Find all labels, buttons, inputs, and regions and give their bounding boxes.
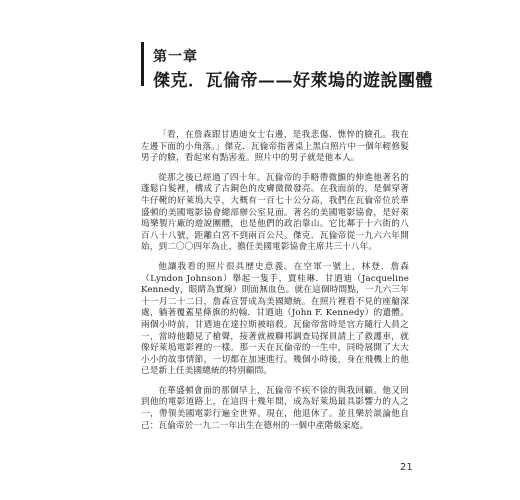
paragraph: 從那之後已經過了四十年。瓦倫帝的手略帶微顫的伸進他著名的蓬鬆白髮裡，構成了古銅色的皮膚微微發亮。在我面前的，是個穿著牛仔靴的好萊塢大亨，大概有一百七十公分高，我們在瓦倫帝位於華盛頓的美國電影協會總部辦公室見面。著名的美國電影協會，是好萊塢樂製片廠的遊說團體，也是他們的政治靠山。它比鄰于十六街的八百八十八號，距離白宮不到兩百公尺。傑克．瓦倫帝從一九六六年開始，到二〇〇四年為止，擔任美國電影協會主席共三十八年。: [141, 172, 409, 253]
body-text: [141, 130, 409, 440]
chapter-number: 第一章: [153, 49, 198, 65]
chapter-title: 傑克．瓦倫帝——好萊塢的遊說團體: [153, 71, 433, 91]
paragraph: 他讓我看的照片很具歷史意義。在空軍一號上，林登．詹森（Lyndon Johnson）舉起一隻手，賈桂琳．甘迺迪（Jacqueline Kennedy，眼睛為實線）則面無血色。就在這個時間點，一九六三年十一月二十二日，詹森宣誓成為美國總統。在照片裡看不見的座艙深處，躺著覆蓋星條旗的約翰．甘迺迪（John F. Kennedy）的遺體。兩個小時前，甘迺迪在達拉斯被暗殺。瓦倫帝當時是官方隨行人員之一，當時他聽見了槍聲，接著就被聯邦調查局探員請上了救護車，就像好萊塢電影裡的一樣。那一天在瓦倫帝的一生中，同時展開了大大小小的故事情節，一切都在加速進行。幾個小時後，身在飛機上的他已是新上任美國總統的特別顧問。: [141, 261, 409, 377]
paragraph: 在華盛頓會面的那個早上，瓦倫帝不疾不徐的與我回顧。他又回到他的電影道路上，在這四十幾年間，成為好萊塢最具影響力的人之一，帶領美國電影行遍全世界。現在，他退休了。並且樂於談論他自己：瓦倫帝於一九二一年出生在德州的一個中產階級家庭。: [141, 385, 409, 431]
heading-rule: [141, 42, 144, 86]
paragraph: 「看，在詹森跟甘迺迪女士右邊，是我悲傷、憔悴的臉孔。我在左邊下面的小角落。」傑克．瓦倫帝指著桌上黑白照片中一個年輕修髮男子的臉，看起來有點害羞。照片中的男子就是他本人。: [141, 130, 409, 164]
page-number: 21: [400, 462, 413, 473]
